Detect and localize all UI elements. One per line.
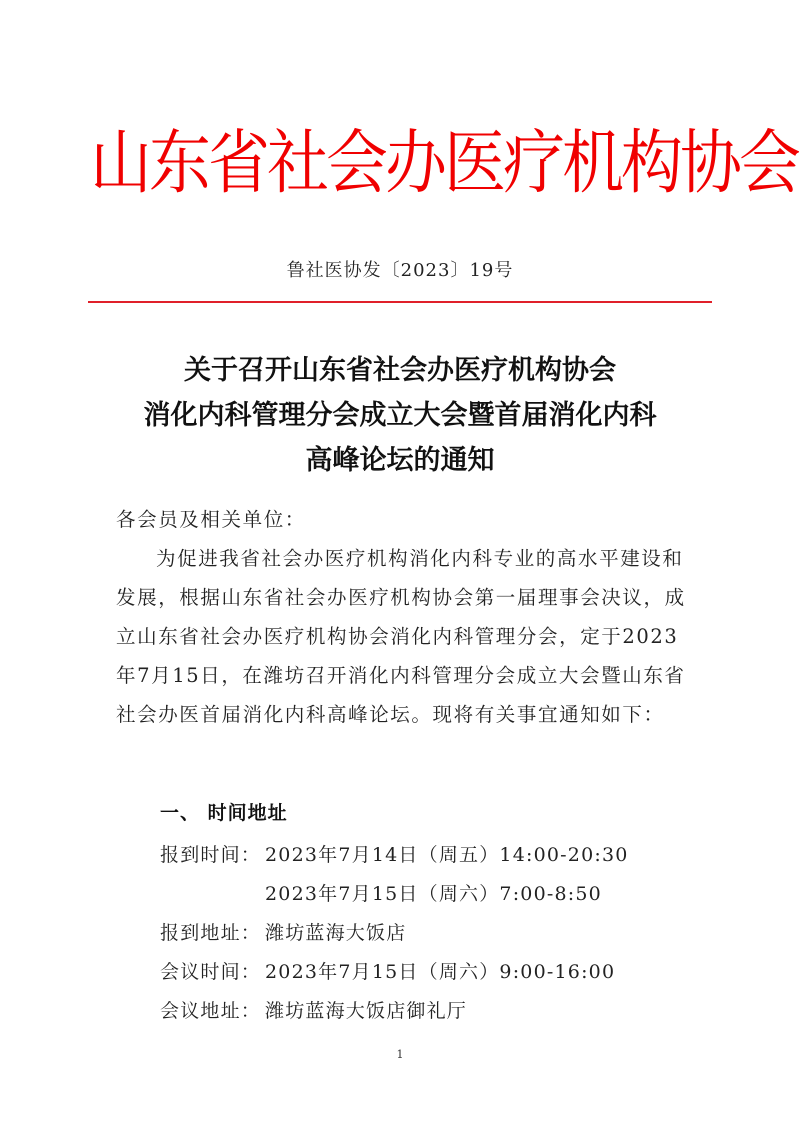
info-value: 2023年7月15日（周六）9:00-16:00 (265, 961, 616, 983)
title-line-3: 高峰论坛的通知 (305, 445, 495, 476)
info-value: 2023年7月14日（周五）14:00-20:30 (265, 844, 629, 866)
info-value: 2023年7月15日（周六）7:00-8:50 (265, 883, 602, 905)
salutation: 各会员及相关单位： (116, 508, 306, 531)
info-row-checkin-location (160, 914, 629, 953)
title-line-1: 关于召开山东省社会办医疗机构协会 (184, 355, 616, 386)
intro-paragraph: 为促进我省社会办医疗机构消化内科专业的高水平建设和发展，根据山东省社会办医疗机构协会第一届理事会决议，成立山东省社会办医疗机构协会消化内科管理分会，定于2023年7月15日，在潍坊召开消化内科管理分会成立大会暨山东省社会办医首届消化内科高峰论坛。现将有关事宜通知如下： (116, 547, 686, 726)
page-number: 1 (396, 1048, 404, 1061)
info-label: 会议地址： (160, 1000, 262, 1022)
info-row-meeting-time (160, 953, 629, 992)
info-label: 会议时间： (160, 961, 262, 983)
info-label: 报到时间： (160, 844, 262, 866)
header-divider (88, 301, 712, 303)
document-body (116, 500, 696, 734)
info-value: 潍坊蓝海大饭店御礼厅 (265, 1000, 468, 1022)
document-title (0, 348, 800, 483)
info-row-checkin-time-2 (160, 875, 629, 914)
info-label: 报到地址： (160, 922, 262, 944)
title-line-2: 消化内科管理分会成立大会暨首届消化内科 (143, 400, 657, 431)
document-number: 鲁社医协发〔2023〕19号 (286, 260, 514, 281)
info-row-meeting-location (160, 992, 629, 1031)
info-row-checkin-time (160, 836, 629, 875)
section-heading-time-location: 一、 时间地址 (160, 802, 288, 824)
time-location-details (160, 836, 629, 1031)
info-label (160, 875, 265, 914)
info-value: 潍坊蓝海大饭店 (265, 922, 407, 944)
organization-letterhead: 山东省社会办医疗机构协会 (90, 121, 799, 204)
